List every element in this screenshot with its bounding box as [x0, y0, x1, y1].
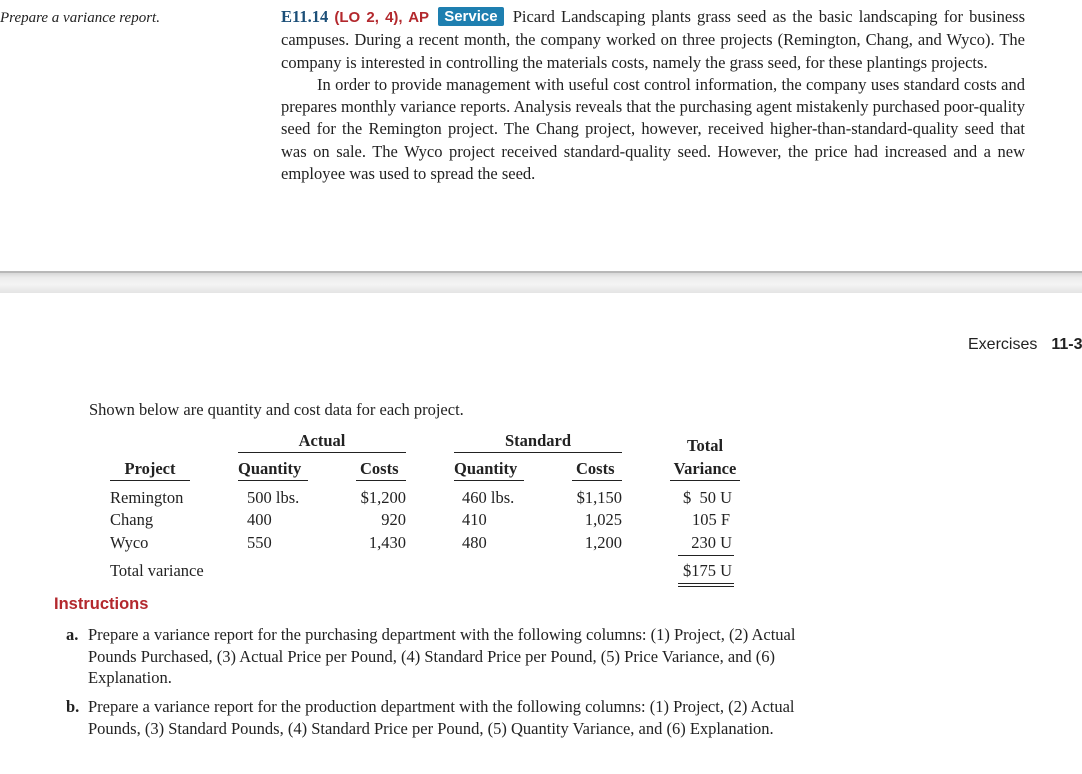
row-wyco-variance: 230 U [691, 533, 732, 552]
instruction-b [66, 696, 802, 739]
exercise-paragraph-1-text: Picard Landscaping plants grass seed as the basic landscaping for business campuses. During a recent month, the company worked on three projects (Remington, Chang, and Wyco). The company is interested in controlling the materials costs, namely the grass seed, for these plantings projects. [281, 7, 1025, 72]
row-wyco-std-qty: 480 [462, 533, 487, 552]
rule-standard-quantity [454, 480, 524, 481]
header-actual-quantity: Quantity [238, 459, 302, 478]
exercise-paragraph-1 [281, 6, 1025, 74]
header-standard-costs: Costs [576, 459, 615, 478]
row-chang-actual-qty: 400 [247, 510, 272, 529]
header-project: Project [124, 459, 176, 478]
exercise-number: E11.14 [281, 7, 329, 26]
row-chang-actual-cost: 920 [381, 510, 406, 529]
row-remington-std-qty: 460 lbs. [462, 488, 515, 507]
row-remington-actual-cost: $1,200 [360, 488, 406, 507]
row-remington-variance: $ 50 U [682, 488, 732, 507]
row-chang-project: Chang [110, 510, 154, 529]
row-wyco-std-cost: 1,200 [584, 533, 622, 552]
row-chang-std-qty: 410 [462, 510, 487, 529]
row-wyco-project: Wyco [110, 533, 149, 552]
rule-actual-costs [356, 480, 406, 481]
header-actual-costs: Costs [360, 459, 399, 478]
row-remington-actual-qty: 500 lbs. [247, 488, 300, 507]
group-header-actual: Actual [298, 431, 346, 450]
running-head [968, 336, 1082, 354]
instructions-title: Instructions [54, 595, 149, 613]
header-total-line1: Total [686, 436, 724, 455]
rule-actual-quantity [238, 480, 308, 481]
row-wyco-actual-cost: 1,430 [368, 533, 406, 552]
total-variance-value: $175 U [682, 561, 732, 580]
header-standard-quantity: Quantity [454, 459, 518, 478]
total-variance-label: Total variance [110, 561, 204, 580]
total-double-rule-top [678, 583, 734, 584]
row-wyco-actual-qty: 550 [247, 533, 272, 552]
group-header-standard: Standard [504, 431, 572, 450]
row-remington-std-cost: $1,150 [576, 488, 622, 507]
total-double-rule-bottom [678, 586, 734, 587]
header-total-line2: Variance [673, 459, 737, 478]
page-divider [0, 271, 1082, 293]
rule-total-variance [670, 480, 740, 481]
row-chang-variance: 105 F [691, 510, 730, 529]
table-intro: Shown below are quantity and cost data for each project. [89, 400, 464, 419]
exercise-paragraph-2: In order to provide management with useful cost control information, the company uses standard costs and prepares monthly variance reports. Analysis reveals that the purchasing agent mistakenly purchased poor-quality seed for the Remington project. The Chang project, however, received higher-than-standard-quality seed that was on sale. The Wyco project received standard-quality seed. However, the price had increased and a new employee was used to spread the seed. [281, 74, 1025, 184]
instruction-b-label: b. [66, 697, 80, 716]
running-head-page: 11-3 [1051, 336, 1082, 353]
learning-objective-tag: (LO 2, 4), AP [334, 9, 430, 26]
row-chang-std-cost: 1,025 [584, 510, 622, 529]
instruction-a-text: Prepare a variance report for the purchasing department with the following columns: (1) Project, (2) Actual Pounds Purchased, (3) Actual Price per Pound, (4) Standard Price per Pound, (5) Price Variance, and (6) Explanation. [88, 625, 796, 687]
row-remington-project: Remington [110, 488, 184, 507]
running-head-section: Exercises [968, 336, 1038, 353]
rule-project [110, 480, 190, 481]
page-divider-edge [0, 271, 1082, 273]
subtotal-rule [678, 555, 734, 556]
exercise-block [281, 6, 1025, 185]
service-badge: Service [438, 7, 503, 26]
instruction-b-text: Prepare a variance report for the production department with the following columns: (1) Project, (2) Actual Pounds, (3) Standard Pounds, (4) Standard Price per Pound, (5) Quantity Variance, and (6) Explanation. [88, 697, 795, 738]
margin-note: Prepare a variance report. [0, 10, 160, 26]
group-rule-actual [238, 452, 406, 453]
instruction-a-label: a. [66, 625, 79, 644]
instruction-a [66, 624, 802, 689]
group-rule-standard [454, 452, 622, 453]
rule-standard-costs [572, 480, 622, 481]
